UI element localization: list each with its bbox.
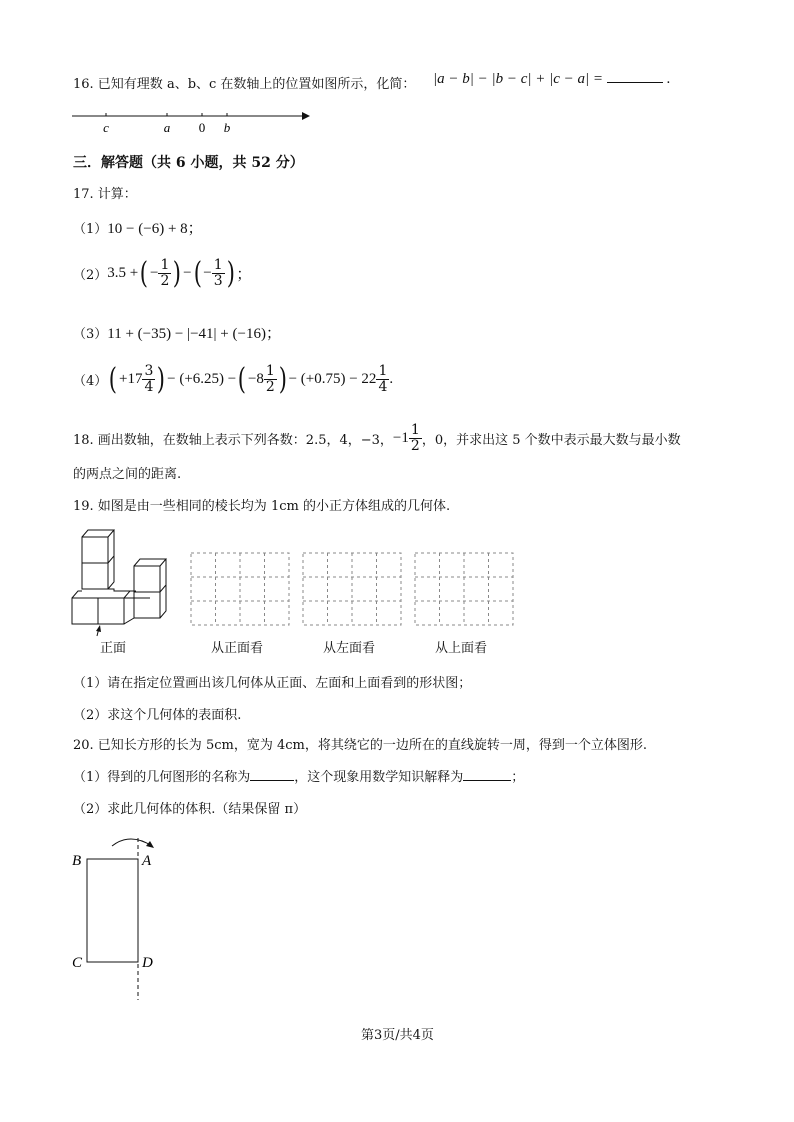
section-title: 三．解答题（共 6 小题，共 52 分） <box>73 155 304 171</box>
q17-p3-expr: 11 + (−35) − |−41| + (−16)； <box>107 326 281 342</box>
q17-p4-c: −8 <box>247 371 264 387</box>
front-label: 正面 <box>100 641 127 656</box>
q16-number-line <box>70 108 320 138</box>
q19-view-grids <box>190 552 520 632</box>
q17-p4-frac3: $\frac{1}{4}$ <box>378 363 388 395</box>
q20-p1-a: （1）得到的几何图形的名称为 <box>73 770 251 785</box>
q18-line1 <box>73 423 681 454</box>
grid-front-view <box>191 553 289 625</box>
q17-part2: （2） 3.5 + ( − $\frac{1}{2}$ ) − ( − $\frac{1}{3}$ ) ； <box>73 255 252 291</box>
q17-p4-end: . <box>389 371 394 387</box>
q17-part4: （4） ( +17 $\frac{3}{4}$ ) − (+6.25) − ( −8 $\frac{1}{2}$ ) − (+0.75) − 22 $\frac{1}{4}$ . <box>73 361 394 397</box>
axis-label-b: b <box>223 120 231 135</box>
q16-tail: . <box>666 71 671 87</box>
q19-cube-solid <box>70 528 170 638</box>
q16-text: 16. 已知有理数 a、b、c 在数轴上的位置如图所示，化简： <box>73 77 416 92</box>
grid-left-view <box>303 553 401 625</box>
point-label-c: C <box>72 955 83 971</box>
point-label-b: B <box>72 853 82 869</box>
q17-p1-expr: 10 − (−6) + 8； <box>107 221 203 237</box>
q18-line2: 的两点之间的距离. <box>73 467 182 482</box>
q20-p1-b: ，这个现象用数学知识解释为 <box>294 770 464 785</box>
q17-p2-end: ； <box>236 267 252 283</box>
axis-label-a: a <box>163 120 171 135</box>
axis-label-zero: 0 <box>198 120 206 135</box>
q17-p1-num: （1） <box>73 222 108 237</box>
view-label-top: 从上面看 <box>435 641 488 656</box>
q20-text: 20. 已知长方形的长为 5cm，宽为 4cm，将其绕它的一边所在的直线旋转一周，得到一个立体图形. <box>73 738 647 753</box>
q16-expression <box>433 71 670 88</box>
q19-part2: （2）求这个几何体的表面积. <box>73 708 242 723</box>
q18-mixed-frac: $\frac{1}{2}$ <box>410 422 420 454</box>
q17-p2-minus: − <box>183 265 192 281</box>
q17-p3-num: （3） <box>73 327 108 342</box>
q19-text: 19. 如图是由一些相同的棱长均为 1cm 的小正方体组成的几何体. <box>73 499 451 514</box>
q17-p4-a: +17 <box>119 371 143 387</box>
q17-text: 17. 计算： <box>73 187 137 202</box>
axis-label-c: c <box>103 120 109 135</box>
q17-p4-frac1: $\frac{3}{4}$ <box>144 363 154 395</box>
q16-line <box>73 73 415 92</box>
q17-p2-num: （2） <box>73 268 108 283</box>
grid-top-view <box>415 553 513 625</box>
q17-p2-a: 3.5 + <box>107 265 139 281</box>
q17-p4-d: − (+0.75) − 22 <box>288 371 377 387</box>
view-label-left: 从左面看 <box>323 641 376 656</box>
q20-p1-c: ； <box>511 770 525 785</box>
q17-p2-frac2: $\frac{1}{3}$ <box>213 257 223 289</box>
q20-part2: （2）求此几何体的体积.（结果保留 π） <box>73 802 307 817</box>
q18-text-a: 18. 画出数轴，在数轴上表示下列各数：2.5，4，−3， <box>73 433 393 448</box>
q17-part1 <box>73 217 203 238</box>
page-footer: 第3页/共4页 <box>361 1028 434 1043</box>
q17-p4-num: （4） <box>73 374 108 389</box>
point-label-d: D <box>142 955 153 971</box>
q16-expr: |a − b| − |b − c| + |c − a| = <box>433 71 604 87</box>
q20-part1 <box>73 766 524 785</box>
q17-p4-frac2: $\frac{1}{2}$ <box>265 363 275 395</box>
q20-blank-1 <box>250 780 294 781</box>
q18-text-b: ，0，并求出这 5 个数中表示最大数与最小数 <box>421 433 681 448</box>
q20-blank-2 <box>463 780 511 781</box>
point-label-a: A <box>142 853 152 869</box>
q17-part3 <box>73 322 281 343</box>
q17-p2-frac1: $\frac{1}{2}$ <box>160 257 170 289</box>
q16-answer-blank <box>607 82 663 83</box>
q20-rectangle-diagram <box>60 830 180 1005</box>
q19-part1: （1）请在指定位置画出该几何体从正面、左面和上面看到的形状图； <box>73 676 472 691</box>
q18-mixed-whole: −1 <box>392 430 409 446</box>
view-label-front: 从正面看 <box>211 641 264 656</box>
q17-p4-b: − (+6.25) − <box>167 371 237 387</box>
